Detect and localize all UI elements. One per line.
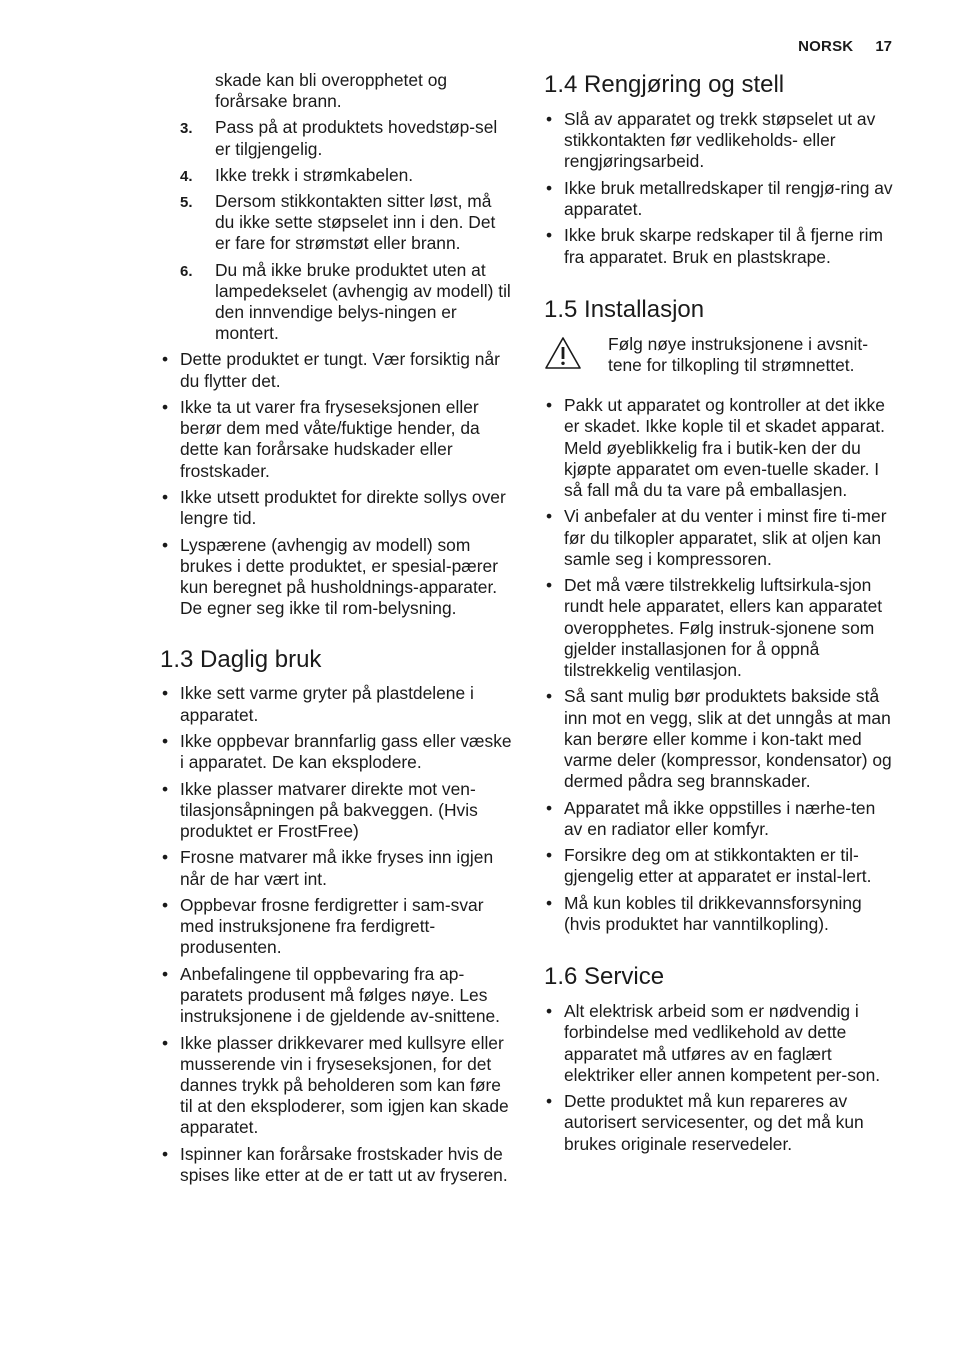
language-label: NORSK	[798, 38, 854, 55]
bullet-item: • Ispinner kan forårsake frostskader hvis de spises like etter at de er tatt ut av fryseren.	[160, 1144, 514, 1186]
item-number: 6.	[180, 262, 193, 280]
bullet-item: • Lyspærene (avhengig av modell) som brukes i dette produktet, er spesial-pærer kun beregnet på husholdnings-apparater. De egner seg ikke til rom-belysning.	[160, 535, 514, 620]
bullet-item: • Apparatet må ikke oppstilles i nærhe-ten av en radiator eller komfyr.	[544, 798, 896, 840]
installation-bullet-list	[544, 395, 896, 935]
bullet-item: • Dette produktet må kun repareres av autorisert servicesenter, og det må kun brukes originale reservedeler.	[544, 1091, 896, 1155]
section-heading-installation: 1.5 Installasjon	[544, 295, 705, 323]
item-number: 5.	[180, 194, 193, 212]
bullet-item: • Pakk ut apparatet og kontroller at det ikke er skadet. Ikke kople til et skadet apparat. Meld øyeblikkelig fra i butik-ken der du kjøpte apparatet om even-tuelle skader. I så fall må du ta vare på emballasjen.	[544, 395, 896, 501]
section-heading-daily-use: 1.3 Daglig bruk	[160, 646, 322, 674]
continued-list-text: skade kan bli overopphetet og forårsake brann.	[215, 70, 448, 112]
bullet-item: • Dette produktet er tungt. Vær forsiktig når du flytter det.	[160, 349, 514, 391]
bullet-item: • Anbefalingene til oppbevaring fra ap-paratets produsent må følges nøye. Les instruksjonene i de gjeldende av-snittene.	[160, 964, 514, 1028]
safety-bullet-list	[160, 349, 514, 619]
daily-use-bullet-list	[160, 683, 514, 1186]
bullet-item: • Ikke plasser matvarer direkte mot ven-tilasjonsåpningen på bakveggen. (Hvis produktet er FrostFree)	[160, 779, 514, 843]
item-text: Du må ikke bruke produktet uten at lampedekselet (avhengig av modell) til den innvendige belys-ningen er montert.	[215, 259, 511, 344]
bullet-item: • Ikke oppbevar brannfarlig gass eller væske i apparatet. De kan eksplodere.	[160, 731, 514, 773]
numbered-list	[160, 117, 514, 344]
bullet-item: • Ikke sett varme gryter på plastdelene i apparatet.	[160, 683, 514, 725]
numbered-item	[160, 117, 514, 159]
bullet-item: • Vi anbefaler at du venter i minst fire ti-mer før du tilkopler apparatet, slik at oljen kan samle seg i kompressoren.	[544, 506, 896, 570]
left-column	[160, 70, 514, 1191]
warning-note	[544, 334, 896, 376]
item-number: 4.	[180, 167, 193, 185]
bullet-item: • Ikke plasser drikkevarer med kullsyre eller musserende vin i fryseseksjonen, for det dannes trykk på beholderen som kan føre til at den eksploderer, som igjen kan skade apparatet.	[160, 1033, 514, 1139]
item-text: Pass på at produktets hovedstøp-sel er tilgjengelig.	[215, 117, 498, 159]
item-text: Ikke trekk i strømkabelen.	[215, 164, 414, 185]
bullet-item: • Så sant mulig bør produktets bakside stå inn mot en vegg, slik at det unngås at man kan berøre eller komme i kon-takt med varme deler (kompressor, kondensator) og dermed pådra seg brannskader.	[544, 686, 896, 792]
bullet-item: • Alt elektrisk arbeid som er nødvendig i forbindelse med vedlikehold av dette apparatet må utføres av en faglært elektriker eller annen kompetent per-son.	[544, 1001, 896, 1086]
section-heading-cleaning: 1.4 Rengjøring og stell	[544, 71, 785, 98]
numbered-item	[160, 260, 514, 345]
bullet-item: • Må kun kobles til drikkevannsforsyning (hvis produktet har vanntilkopling).	[544, 893, 896, 935]
bullet-item: • Frosne matvarer må ikke fryses inn igjen når de har vært int.	[160, 847, 514, 889]
page-number: 17	[875, 38, 892, 55]
bullet-item: • Ikke bruk skarpe redskaper til å fjerne rim fra apparatet. Bruk en plastskrape.	[544, 225, 896, 267]
bullet-item: • Ikke ta ut varer fra fryseseksjonen eller berør dem med våte/fuktige hender, da dette kan forårsake hudskader eller frostskader.	[160, 397, 514, 482]
cleaning-bullet-list	[544, 109, 896, 268]
warning-triangle-icon	[544, 336, 582, 370]
bullet-item: • Forsikre deg om at stikkontakten er til-gjengelig etter at apparatet er instal-lert.	[544, 845, 896, 887]
bullet-item: • Ikke utsett produktet for direkte sollys over lengre tid.	[160, 487, 514, 529]
item-text: Dersom stikkontakten sitter løst, må du ikke sette støpselet inn i den. Det er fare for strømstøt eller brann.	[215, 191, 496, 254]
numbered-item	[160, 191, 514, 255]
running-header	[700, 38, 892, 55]
bullet-item: • Oppbevar frosne ferdigretter i sam-svar med instruksjonene fra ferdigrett-produsenten.	[160, 895, 514, 959]
bullet-item: • Ikke bruk metallredskaper til rengjø-ring av apparatet.	[544, 178, 896, 220]
section-heading-service: 1.6 Service	[544, 963, 665, 991]
bullet-item: • Det må være tilstrekkelig luftsirkula-sjon rundt hele apparatet, ellers kan apparatet overopphetes. Følg instruk-sjonene som gjelder installasjonen for å oppnå tilstrekkelig ventilasjon.	[544, 575, 896, 681]
warning-text: Følg nøye instruksjonene i avsnit-tene for tilkopling til strømnettet.	[608, 333, 868, 375]
right-column	[544, 70, 896, 1160]
service-bullet-list	[544, 1001, 896, 1155]
bullet-item: • Slå av apparatet og trekk støpselet ut av stikkontakten før vedlikeholds- eller rengjøringsarbeid.	[544, 109, 896, 173]
item-number: 3.	[180, 120, 193, 138]
numbered-item	[160, 165, 514, 186]
